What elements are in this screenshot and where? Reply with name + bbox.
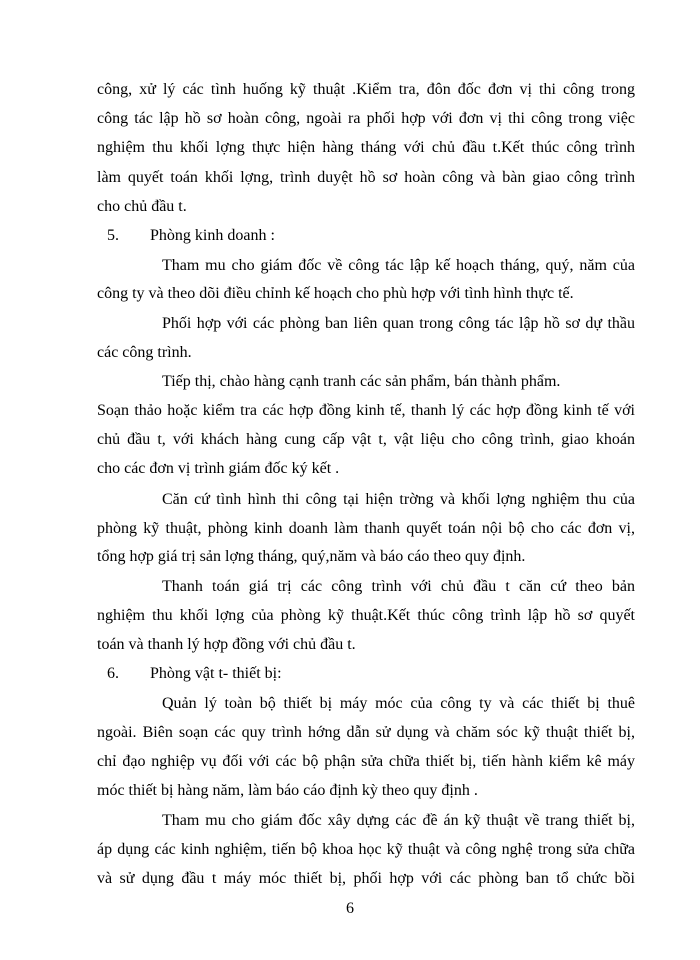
text-line: tổng hợp giá trị sản lợng tháng, quý,năm và báo cáo theo quy định. [97, 548, 526, 565]
text-line: Phối hợp với các phòng ban liên quan trong công tác lập hồ sơ dự thầu [162, 315, 635, 332]
page-number: 6 [346, 900, 354, 917]
text-line: móc thiết bị hàng năm, làm báo cáo định kỳ theo quy định . [97, 782, 478, 799]
section-heading: Phòng kinh doanh : [150, 227, 275, 244]
text-line: toán và thanh lý hợp đồng với chủ đầu t. [97, 636, 356, 653]
section-number: 5. [107, 227, 119, 244]
text-line: các công trình. [97, 344, 192, 361]
text-line: nghiệm thu khối lợng thực hiện hàng tháng với chủ đầu t.Kết thúc công trình [97, 139, 635, 156]
text-line: áp dụng các kinh nghiệm, tiến bộ khoa học kỹ thuật và công nghệ trong sửa chữa [97, 841, 635, 858]
section-number: 6. [107, 665, 119, 682]
text-line: Quản lý toàn bộ thiết bị máy móc của công ty và các thiết bị thuê [162, 695, 635, 712]
text-line: công ty và theo dõi điều chỉnh kế hoạch cho phù hợp với tình hình thực tế. [97, 285, 574, 302]
text-line: và sử dụng đầu t máy móc thiết bị, phối hợp với các phòng ban tổ chức bồi [97, 870, 635, 887]
text-line: Căn cứ tình hình thi công tại hiện trờng và khối lợng nghiệm thu của [162, 491, 635, 508]
text-line: làm quyết toán khối lợng, trình duyệt hồ sơ hoàn công và bàn giao công trình [97, 169, 635, 186]
text-line: cho các đơn vị trình giám đốc ký kết . [97, 460, 340, 477]
text-line: Thanh toán giá trị các công trình với chủ đầu t căn cứ theo bản [162, 578, 635, 595]
text-line: phòng kỹ thuật, phòng kinh doanh làm thanh quyết toán nội bộ cho các đơn vị, [97, 520, 635, 537]
text-line: ngoài. Biên soạn các quy trình hớng dẫn sử dụng và chăm sóc kỹ thuật thiết bị, [97, 724, 635, 741]
text-line: Tham mu cho giám đốc xây dựng các đề án kỹ thuật về trang thiết bị, [162, 812, 635, 829]
text-line: công tác lập hồ sơ hoàn công, ngoài ra phối hợp với đơn vị thi công trong việc [97, 110, 635, 127]
text-line: chủ đầu t, với khách hàng cung cấp vật t, vật liệu cho công trình, giao khoán [97, 431, 635, 448]
text-line: Tiếp thị, chào hàng cạnh tranh các sản phẩm, bán thành phẩm. [162, 373, 561, 390]
text-line: Soạn thảo hoặc kiểm tra các hợp đồng kinh tế, thanh lý các hợp đồng kinh tế với [97, 402, 635, 419]
text-line: nghiệm thu khối lợng của phòng kỹ thuật.Kết thúc công trình lập hồ sơ quyết [97, 607, 635, 624]
text-line: chỉ đạo nghiệp vụ đối với các bộ phận sửa chữa thiết bị, tiến hành kiểm kê máy [97, 753, 635, 770]
text-line: công, xử lý các tình huống kỹ thuật .Kiểm tra, đôn đốc đơn vị thi công trong [97, 81, 635, 98]
text-line: Tham mu cho giám đốc về công tác lập kế hoạch tháng, quý, năm của [162, 257, 635, 274]
section-heading: Phòng vật t- thiết bị: [150, 665, 282, 682]
text-line: cho chủ đầu t. [97, 198, 187, 215]
